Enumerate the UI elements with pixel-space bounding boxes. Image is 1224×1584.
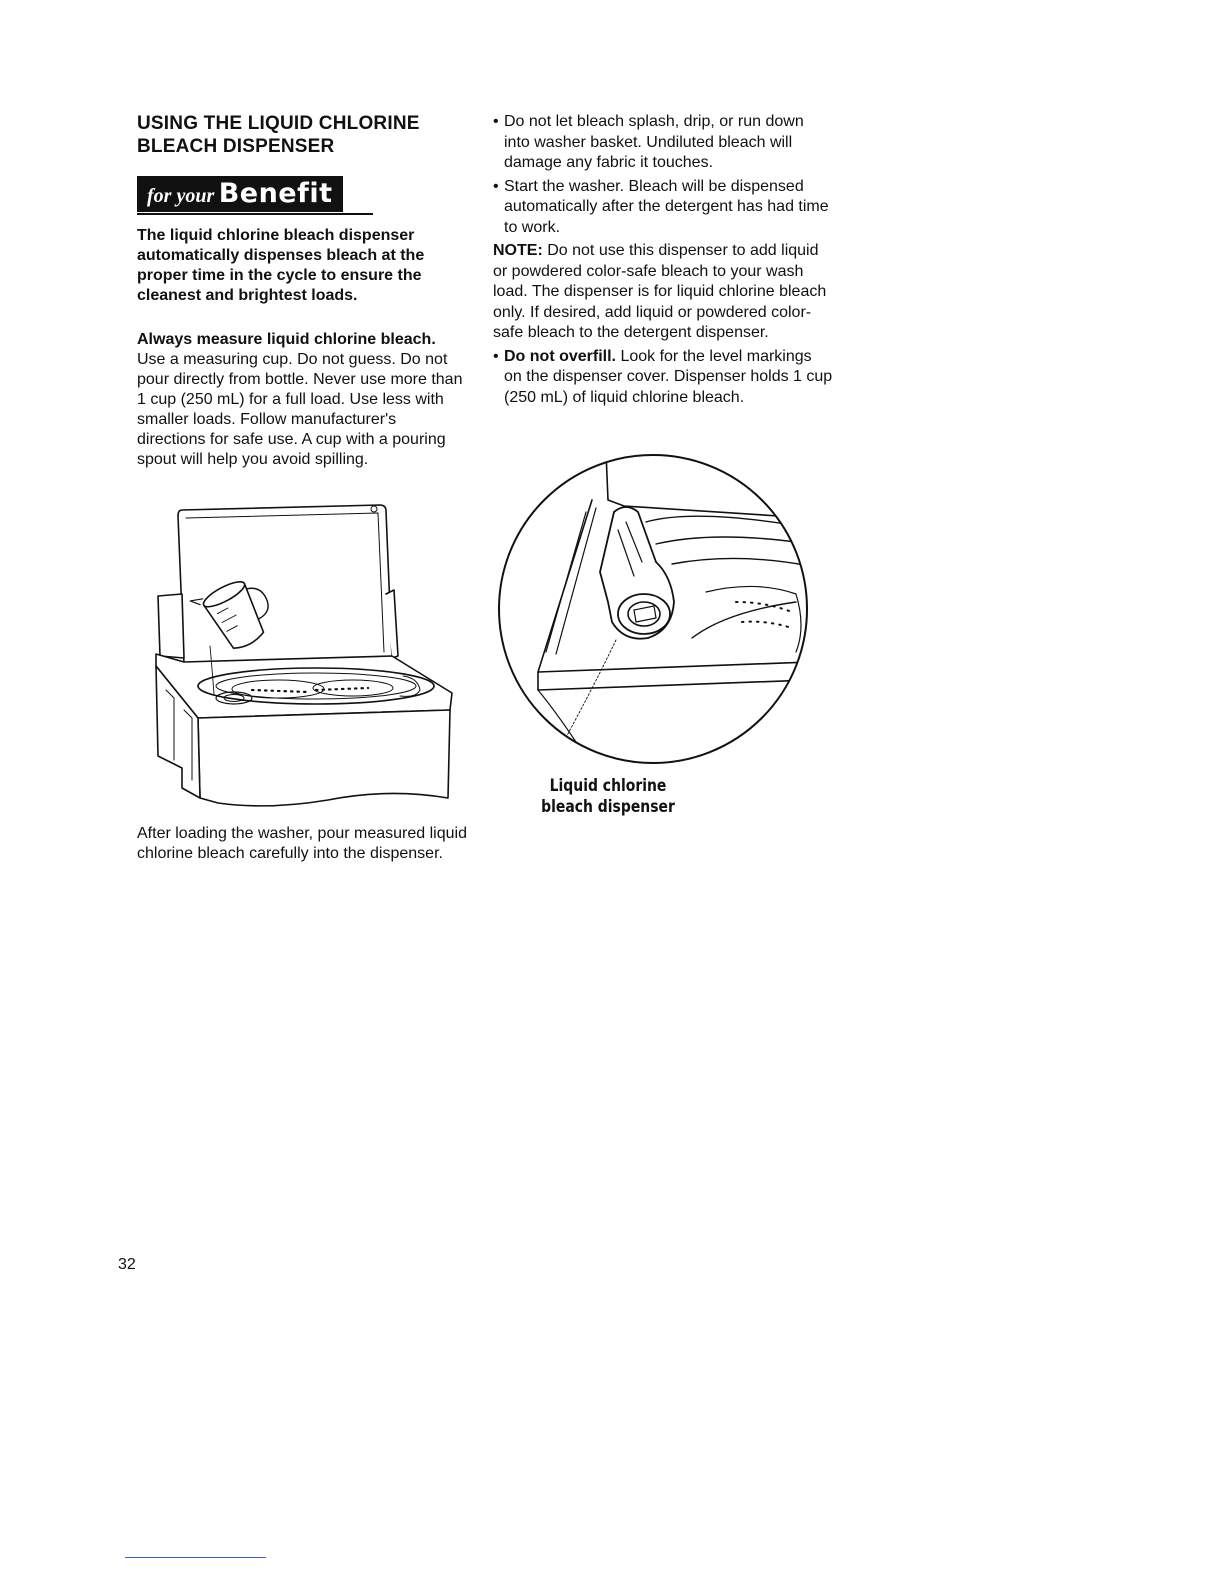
- measure-text: Use a measuring cup. Do not guess. Do not pour directly from bottle. Never use more than 1 cup (250 mL) for a full load. Use less with smaller loads. Follow manufacturer's directions for safe use. A cup with a pouring spout will help you avoid spilling.: [137, 351, 463, 468]
- badge-benefit: Benefit: [218, 178, 333, 209]
- washer-figure-caption: After loading the washer, pour measured liquid chlorine bleach carefully into the dispenser.: [137, 825, 467, 862]
- overfill-bold-lead: Do not overfill.: [504, 347, 616, 365]
- footer-rule: [125, 1557, 266, 1558]
- washer-pouring-illustration: [148, 498, 464, 818]
- left-column: [137, 112, 467, 470]
- heading-line-1: USING THE LIQUID CHLORINE: [137, 113, 420, 134]
- overfill-text: Look for the level markings on the dispenser cover. Dispenser holds 1 cup (250 mL) of liquid chlorine bleach.: [504, 347, 833, 406]
- note-label: NOTE:: [493, 242, 543, 259]
- right-column: [493, 112, 833, 411]
- dispenser-caption-line-1: Liquid chlorine: [549, 776, 667, 796]
- bullet-start-washer: [493, 177, 833, 239]
- badge-for-your: for your: [147, 185, 215, 207]
- benefit-intro-text: The liquid chlorine bleach dispenser automatically dispenses bleach at the proper time in the cycle to ensure the cleanest and brightest loads.: [137, 227, 425, 304]
- bullet-text: Do not let bleach splash, drip, or run down into washer basket. Undiluted bleach will damage any fabric it touches.: [504, 113, 804, 171]
- bullet-overfill: [493, 347, 833, 409]
- bullet-dot: •: [493, 347, 499, 365]
- for-your-benefit-badge: [137, 176, 343, 212]
- dispenser-figure-caption: [534, 776, 682, 818]
- bullet-dot: •: [493, 113, 499, 130]
- dispenser-closeup-illustration: [496, 452, 810, 782]
- measure-bold-lead: Always measure liquid chlorine bleach.: [137, 331, 436, 348]
- heading-line-2: BLEACH DISPENSER: [137, 136, 335, 157]
- bullet-splash: [493, 112, 833, 174]
- bullet-text: Start the washer. Bleach will be dispensed automatically after the detergent has had time to work.: [504, 177, 829, 236]
- dispenser-caption-line-2: bleach dispenser: [541, 797, 675, 817]
- badge-underline: [137, 213, 373, 215]
- measure-paragraph: [137, 330, 467, 470]
- page-number: 32: [118, 1256, 136, 1273]
- note-paragraph: [493, 241, 833, 344]
- note-text: Do not use this dispenser to add liquid or powdered color-safe bleach to your wash load. The dispenser is for liquid chlorine bleach only. If desired, add liquid or powdered color-safe bleach to the detergent dispenser.: [493, 242, 827, 341]
- section-heading: [137, 112, 467, 158]
- bullet-dot: •: [493, 177, 499, 195]
